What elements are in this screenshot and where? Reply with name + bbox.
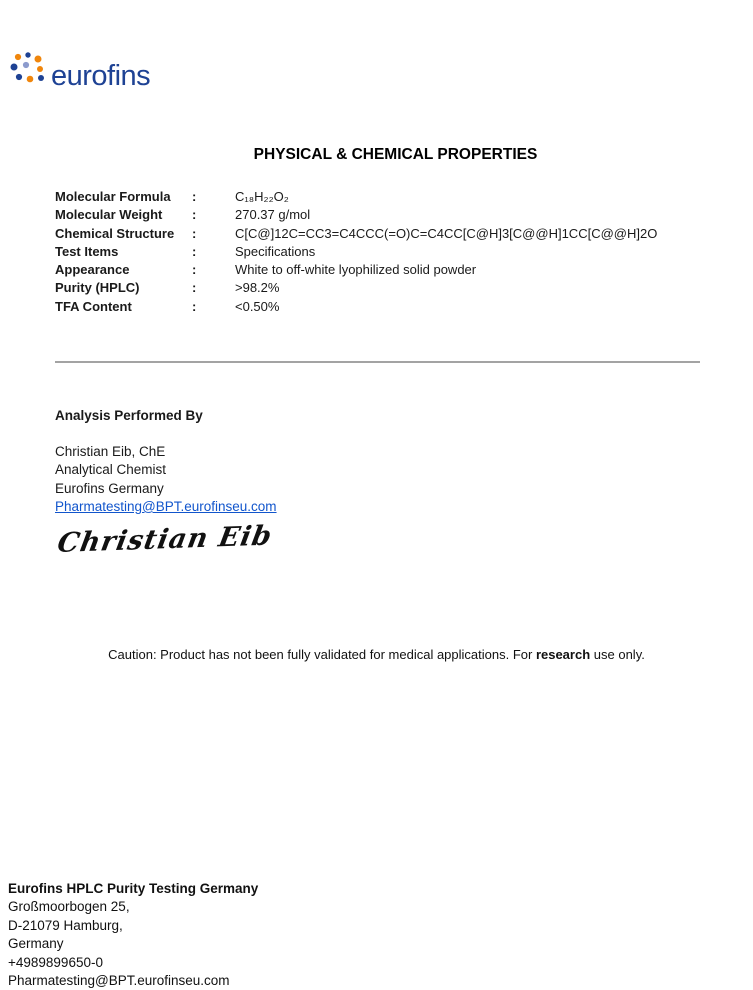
property-label: Molecular Formula	[55, 189, 171, 204]
footer-phone: +4989899650-0	[8, 954, 103, 970]
eurofins-dots-icon	[10, 50, 48, 96]
table-row	[55, 298, 657, 316]
eurofins-logo	[10, 50, 150, 96]
property-value: <0.50%	[235, 298, 280, 314]
footer-address-line: Germany	[8, 936, 64, 952]
property-label: TFA Content	[55, 298, 132, 314]
analyst-signature: Christian Eib	[55, 520, 275, 559]
properties-table	[55, 188, 657, 316]
property-label: Test Items	[55, 243, 119, 259]
analyst-email-link[interactable]: Pharmatesting@BPT.eurofinseu.com	[55, 498, 277, 514]
footer-company: Eurofins HPLC Purity Testing Germany	[8, 881, 259, 896]
property-value: White to off-white lyophilized solid powder	[235, 262, 477, 278]
table-row	[55, 206, 657, 224]
property-label: Chemical Structure	[55, 225, 175, 241]
caution-text-bold: research	[535, 647, 591, 662]
property-value: C₁₈H₂₂O₂	[235, 189, 289, 204]
property-value: C[C@]12C=CC3=C4CCC(=O)C=C4CC[C@H]3[C@@H]1CC[C@@H]2O	[235, 225, 658, 241]
eurofins-wordmark: eurofins	[51, 59, 151, 92]
analyst-block	[55, 443, 277, 516]
footer-address-line: D-21079 Hamburg,	[8, 917, 123, 933]
property-label: Appearance	[55, 262, 130, 278]
caution-text-prefix: Caution: Product has not been fully validated for medical applications. For	[108, 647, 536, 662]
property-label: Molecular Weight	[55, 207, 163, 223]
property-colon: :	[192, 298, 197, 314]
footer-address-line: Großmoorbogen 25,	[8, 899, 130, 915]
analyst-name: Christian Eib, ChE	[55, 444, 166, 459]
analyst-org: Eurofins Germany	[55, 480, 164, 496]
property-colon: :	[192, 225, 197, 241]
analysis-heading: Analysis Performed By	[55, 408, 203, 423]
property-colon: :	[192, 280, 197, 296]
property-colon: :	[192, 243, 197, 259]
analyst-title: Analytical Chemist	[55, 462, 167, 478]
property-colon: :	[192, 207, 197, 223]
table-row	[55, 225, 657, 243]
property-colon: :	[192, 262, 197, 278]
caution-note	[0, 647, 753, 662]
table-row	[55, 279, 657, 297]
caution-text-suffix: use only.	[590, 647, 645, 662]
property-label: Purity (HPLC)	[55, 280, 140, 296]
table-row	[55, 243, 657, 261]
property-value: Specifications	[235, 243, 316, 259]
footer-address-block	[8, 880, 258, 990]
table-row	[55, 188, 657, 206]
footer-email: Pharmatesting@BPT.eurofinseu.com	[8, 973, 230, 989]
property-colon: :	[192, 189, 197, 204]
property-value: 270.37 g/mol	[235, 207, 311, 223]
section-divider	[55, 361, 700, 363]
page-title: PHYSICAL & CHEMICAL PROPERTIES	[253, 146, 538, 163]
property-value: >98.2%	[235, 280, 280, 296]
table-row	[55, 261, 657, 279]
